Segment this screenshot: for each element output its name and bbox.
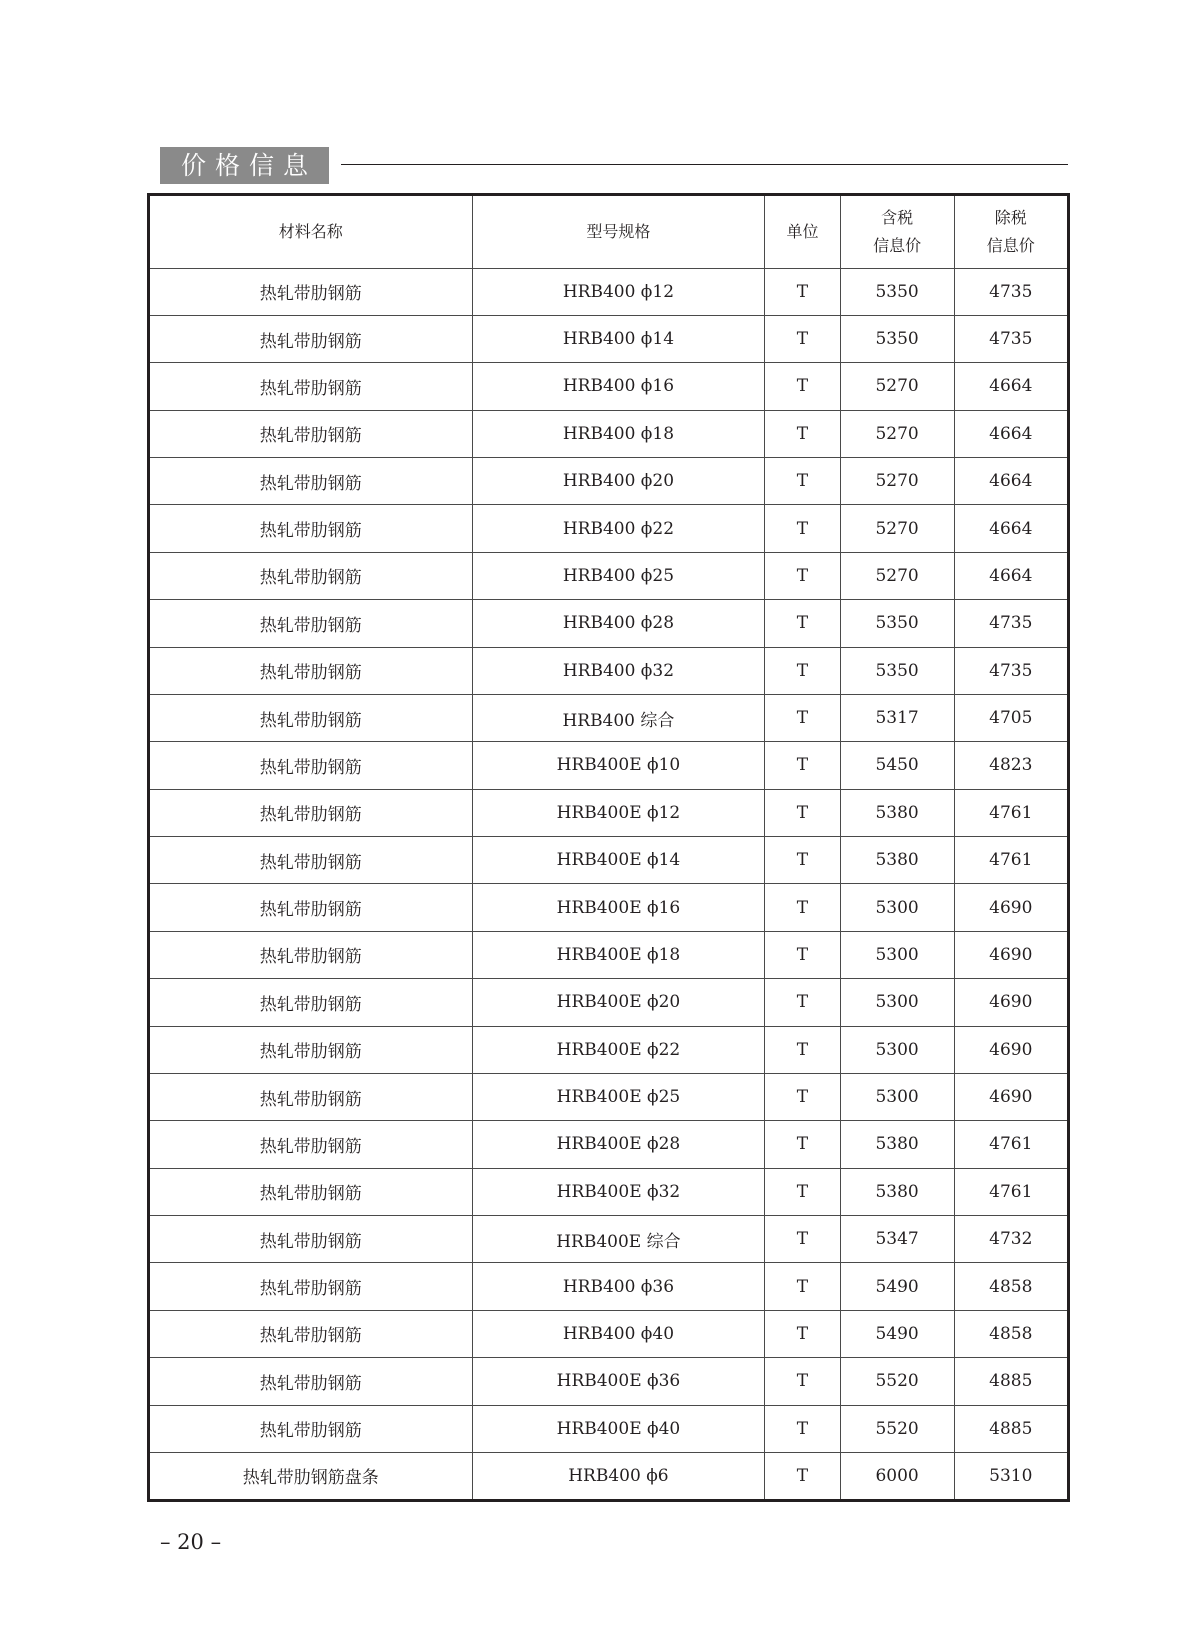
cell-material-name: 热轧带肋钢筋 <box>150 1121 472 1168</box>
cell-material-name: 热轧带肋钢筋 <box>150 1216 472 1263</box>
table-row <box>150 1310 1067 1357</box>
cell-material-name: 热轧带肋钢筋 <box>150 789 472 836</box>
cell-unit: T <box>765 600 840 647</box>
cell-material-name: 热轧带肋钢筋 <box>150 979 472 1026</box>
cell-material-name: 热轧带肋钢筋 <box>150 931 472 978</box>
table-row <box>150 315 1067 362</box>
cell-price-without-tax: 4664 <box>954 505 1067 552</box>
cell-unit: T <box>765 505 840 552</box>
cell-unit: T <box>765 1216 840 1263</box>
cell-price-without-tax: 4735 <box>954 315 1067 362</box>
cell-price-with-tax: 5347 <box>840 1216 954 1263</box>
table-row <box>150 1026 1067 1073</box>
cell-price-without-tax: 4885 <box>954 1358 1067 1405</box>
cell-spec: HRB400E ϕ20 <box>472 979 765 1026</box>
cell-price-with-tax: 5270 <box>840 505 954 552</box>
header-price-with-tax-line2: 信息价 <box>873 235 922 255</box>
table-row <box>150 1452 1067 1499</box>
cell-material-name: 热轧带肋钢筋 <box>150 552 472 599</box>
cell-price-without-tax: 4690 <box>954 1026 1067 1073</box>
cell-unit: T <box>765 458 840 505</box>
cell-material-name: 热轧带肋钢筋 <box>150 1405 472 1452</box>
cell-material-name: 热轧带肋钢筋 <box>150 837 472 884</box>
cell-price-without-tax: 4761 <box>954 1168 1067 1215</box>
cell-price-without-tax: 4664 <box>954 410 1067 457</box>
cell-price-with-tax: 5520 <box>840 1405 954 1452</box>
cell-material-name: 热轧带肋钢筋 <box>150 363 472 410</box>
cell-material-name: 热轧带肋钢筋 <box>150 742 472 789</box>
table-row <box>150 552 1067 599</box>
cell-unit: T <box>765 410 840 457</box>
cell-spec: HRB400E ϕ10 <box>472 742 765 789</box>
table-row <box>150 1216 1067 1263</box>
cell-price-without-tax: 4885 <box>954 1405 1067 1452</box>
table-body <box>150 268 1067 1499</box>
table-row <box>150 458 1067 505</box>
cell-price-with-tax: 5300 <box>840 884 954 931</box>
cell-material-name: 热轧带肋钢筋 <box>150 884 472 931</box>
cell-unit: T <box>765 1452 840 1499</box>
cell-spec: HRB400E ϕ25 <box>472 1073 765 1120</box>
cell-spec: HRB400E ϕ22 <box>472 1026 765 1073</box>
cell-material-name: 热轧带肋钢筋 <box>150 315 472 362</box>
cell-spec: HRB400 ϕ25 <box>472 552 765 599</box>
cell-spec: HRB400 ϕ14 <box>472 315 765 362</box>
table-header-row <box>150 196 1067 268</box>
table-row <box>150 1073 1067 1120</box>
cell-price-without-tax: 4761 <box>954 837 1067 884</box>
header-price-without-tax <box>954 196 1067 268</box>
cell-price-with-tax: 5300 <box>840 1073 954 1120</box>
header-price-with-tax <box>840 196 954 268</box>
cell-material-name: 热轧带肋钢筋 <box>150 1263 472 1310</box>
cell-material-name: 热轧带肋钢筋 <box>150 1026 472 1073</box>
cell-price-without-tax: 4690 <box>954 1073 1067 1120</box>
table-row <box>150 789 1067 836</box>
header-price-with-tax-line1: 含税 <box>881 207 914 227</box>
cell-price-with-tax: 5490 <box>840 1310 954 1357</box>
cell-material-name: 热轧带肋钢筋 <box>150 1310 472 1357</box>
cell-unit: T <box>765 1026 840 1073</box>
table-row <box>150 742 1067 789</box>
table-row <box>150 1263 1067 1310</box>
cell-unit: T <box>765 884 840 931</box>
cell-price-without-tax: 4823 <box>954 742 1067 789</box>
cell-price-without-tax: 4732 <box>954 1216 1067 1263</box>
cell-spec: HRB400E ϕ16 <box>472 884 765 931</box>
cell-spec: HRB400E ϕ12 <box>472 789 765 836</box>
cell-material-name: 热轧带肋钢筋 <box>150 410 472 457</box>
cell-price-with-tax: 5300 <box>840 931 954 978</box>
table-row <box>150 694 1067 741</box>
cell-price-with-tax: 5300 <box>840 979 954 1026</box>
cell-unit: T <box>765 647 840 694</box>
cell-spec: HRB400 ϕ20 <box>472 458 765 505</box>
cell-price-without-tax: 4858 <box>954 1263 1067 1310</box>
cell-spec: HRB400 ϕ32 <box>472 647 765 694</box>
cell-price-with-tax: 5317 <box>840 694 954 741</box>
cell-price-with-tax: 5350 <box>840 268 954 315</box>
cell-price-without-tax: 4761 <box>954 789 1067 836</box>
cell-price-with-tax: 5380 <box>840 789 954 836</box>
cell-material-name: 热轧带肋钢筋 <box>150 268 472 315</box>
cell-price-with-tax: 5270 <box>840 363 954 410</box>
cell-price-with-tax: 5350 <box>840 600 954 647</box>
cell-spec: HRB400E ϕ40 <box>472 1405 765 1452</box>
cell-price-with-tax: 5270 <box>840 552 954 599</box>
table-row <box>150 837 1067 884</box>
table-row <box>150 505 1067 552</box>
cell-unit: T <box>765 552 840 599</box>
table-row <box>150 1168 1067 1215</box>
cell-material-name: 热轧带肋钢筋 <box>150 505 472 552</box>
cell-spec: HRB400E ϕ18 <box>472 931 765 978</box>
cell-unit: T <box>765 789 840 836</box>
table-row <box>150 1405 1067 1452</box>
cell-material-name: 热轧带肋钢筋 <box>150 458 472 505</box>
cell-unit: T <box>765 1073 840 1120</box>
table-row <box>150 931 1067 978</box>
cell-unit: T <box>765 268 840 315</box>
cell-price-with-tax: 5270 <box>840 458 954 505</box>
cell-spec: HRB400E 综合 <box>472 1216 765 1263</box>
price-table-frame <box>147 193 1070 1502</box>
cell-price-without-tax: 5310 <box>954 1452 1067 1499</box>
cell-price-without-tax: 4664 <box>954 552 1067 599</box>
section-title: 价格信息 <box>160 147 329 184</box>
table-row <box>150 410 1067 457</box>
cell-unit: T <box>765 742 840 789</box>
cell-spec: HRB400 ϕ18 <box>472 410 765 457</box>
cell-unit: T <box>765 1310 840 1357</box>
cell-spec: HRB400 ϕ28 <box>472 600 765 647</box>
cell-material-name: 热轧带肋钢筋 <box>150 647 472 694</box>
cell-spec: HRB400 ϕ16 <box>472 363 765 410</box>
cell-price-with-tax: 5350 <box>840 647 954 694</box>
cell-price-with-tax: 5490 <box>840 1263 954 1310</box>
cell-spec: HRB400 ϕ6 <box>472 1452 765 1499</box>
cell-spec: HRB400 ϕ22 <box>472 505 765 552</box>
cell-spec: HRB400E ϕ14 <box>472 837 765 884</box>
cell-spec: HRB400E ϕ36 <box>472 1358 765 1405</box>
cell-unit: T <box>765 1168 840 1215</box>
section-header <box>160 147 1068 184</box>
cell-spec: HRB400 ϕ36 <box>472 1263 765 1310</box>
cell-material-name: 热轧带肋钢筋 <box>150 1073 472 1120</box>
cell-price-without-tax: 4664 <box>954 458 1067 505</box>
header-price-without-tax-line2: 信息价 <box>986 235 1035 255</box>
cell-price-without-tax: 4690 <box>954 884 1067 931</box>
cell-spec: HRB400 ϕ40 <box>472 1310 765 1357</box>
table-row <box>150 1358 1067 1405</box>
header-material-name: 材料名称 <box>150 196 472 268</box>
cell-material-name: 热轧带肋钢筋 <box>150 1358 472 1405</box>
cell-price-without-tax: 4858 <box>954 1310 1067 1357</box>
cell-unit: T <box>765 837 840 884</box>
cell-unit: T <box>765 1263 840 1310</box>
cell-price-with-tax: 5450 <box>840 742 954 789</box>
cell-material-name: 热轧带肋钢筋 <box>150 1168 472 1215</box>
price-table <box>150 196 1067 1499</box>
cell-price-without-tax: 4761 <box>954 1121 1067 1168</box>
page-number: – 20 – <box>160 1530 222 1554</box>
cell-unit: T <box>765 315 840 362</box>
cell-spec: HRB400E ϕ32 <box>472 1168 765 1215</box>
cell-price-without-tax: 4690 <box>954 931 1067 978</box>
cell-price-with-tax: 5270 <box>840 410 954 457</box>
cell-price-with-tax: 5380 <box>840 837 954 884</box>
cell-material-name: 热轧带肋钢筋盘条 <box>150 1452 472 1499</box>
cell-price-without-tax: 4735 <box>954 600 1067 647</box>
cell-price-without-tax: 4664 <box>954 363 1067 410</box>
header-unit: 单位 <box>765 196 840 268</box>
cell-unit: T <box>765 979 840 1026</box>
cell-price-with-tax: 5380 <box>840 1121 954 1168</box>
table-row <box>150 1121 1067 1168</box>
cell-unit: T <box>765 1121 840 1168</box>
cell-price-with-tax: 5380 <box>840 1168 954 1215</box>
cell-spec: HRB400 综合 <box>472 694 765 741</box>
cell-unit: T <box>765 931 840 978</box>
table-row <box>150 600 1067 647</box>
cell-unit: T <box>765 363 840 410</box>
cell-price-without-tax: 4735 <box>954 647 1067 694</box>
cell-price-with-tax: 5350 <box>840 315 954 362</box>
header-price-without-tax-line1: 除税 <box>994 207 1027 227</box>
header-spec: 型号规格 <box>472 196 765 268</box>
cell-price-with-tax: 6000 <box>840 1452 954 1499</box>
cell-price-without-tax: 4705 <box>954 694 1067 741</box>
cell-unit: T <box>765 1405 840 1452</box>
cell-material-name: 热轧带肋钢筋 <box>150 694 472 741</box>
cell-material-name: 热轧带肋钢筋 <box>150 600 472 647</box>
table-row <box>150 363 1067 410</box>
cell-unit: T <box>765 694 840 741</box>
cell-price-without-tax: 4690 <box>954 979 1067 1026</box>
cell-spec: HRB400 ϕ12 <box>472 268 765 315</box>
cell-price-with-tax: 5300 <box>840 1026 954 1073</box>
table-row <box>150 268 1067 315</box>
table-row <box>150 979 1067 1026</box>
table-row <box>150 647 1067 694</box>
table-row <box>150 884 1067 931</box>
cell-price-with-tax: 5520 <box>840 1358 954 1405</box>
cell-unit: T <box>765 1358 840 1405</box>
cell-price-without-tax: 4735 <box>954 268 1067 315</box>
cell-spec: HRB400E ϕ28 <box>472 1121 765 1168</box>
section-divider <box>341 164 1068 165</box>
